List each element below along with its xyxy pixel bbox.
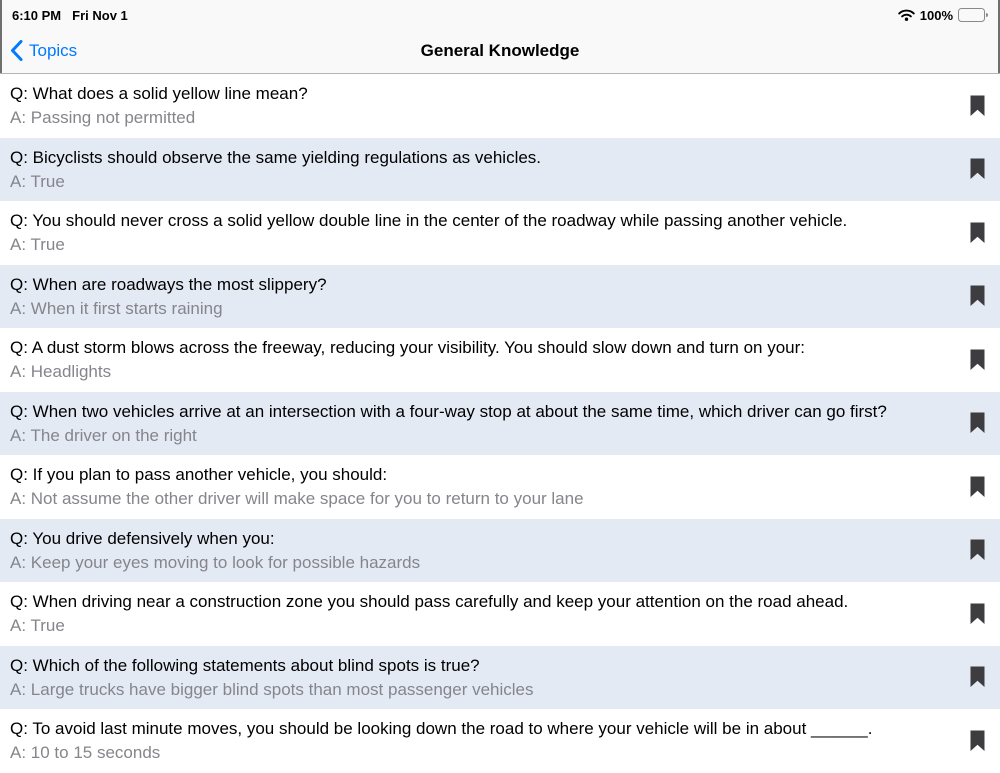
bookmark-button[interactable] — [970, 95, 985, 116]
question-answer-block — [10, 464, 584, 509]
bookmark-icon — [970, 95, 985, 116]
bookmark-icon — [970, 603, 985, 624]
question-text: Q: Which of the following statements about blind spots is true? — [10, 655, 480, 675]
question-answer-block — [10, 718, 872, 763]
question-text: Q: What does a solid yellow line mean? — [10, 84, 308, 104]
answer-text: A: Large trucks have bigger blind spots than most passenger vehicles — [10, 679, 534, 699]
answer-text: A: True — [10, 235, 65, 255]
battery-percent: 100% — [919, 7, 953, 23]
status-left — [12, 8, 128, 23]
question-row[interactable] — [0, 74, 1000, 138]
bookmark-button[interactable] — [970, 286, 985, 307]
back-button[interactable] — [10, 40, 77, 61]
bookmark-icon — [970, 730, 985, 751]
back-button-label: Topics — [29, 40, 78, 60]
bookmark-icon — [970, 540, 985, 561]
question-text: Q: When are roadways the most slippery? — [10, 274, 327, 294]
question-row[interactable] — [0, 392, 1000, 456]
answer-text: A: True — [10, 171, 65, 191]
bookmark-icon — [970, 159, 985, 180]
question-text: Q: A dust storm blows across the freeway, reducing your visibility. You should slow down and turn on your: — [10, 338, 805, 358]
bookmark-icon — [970, 476, 985, 497]
battery-icon — [958, 8, 988, 22]
answer-text: A: Keep your eyes moving to look for possible hazards — [10, 552, 421, 572]
bookmark-icon — [970, 667, 985, 688]
bookmark-button[interactable] — [970, 349, 985, 370]
question-row[interactable] — [0, 519, 1000, 583]
question-text: Q: When driving near a construction zone you should pass carefully and keep your attention on the road ahead. — [10, 592, 849, 612]
answer-text: A: The driver on the right — [10, 425, 197, 445]
status-right — [898, 8, 988, 23]
question-answer-block — [10, 337, 805, 382]
question-list — [0, 74, 1000, 763]
bookmark-icon — [970, 222, 985, 243]
question-answer-block — [10, 210, 847, 255]
question-answer-block — [10, 83, 308, 128]
bookmark-icon — [970, 349, 985, 370]
clock-time: 6:10 PM — [12, 7, 62, 23]
bookmark-button[interactable] — [970, 603, 985, 624]
answer-text: A: When it first starts raining — [10, 298, 223, 318]
top-chrome — [0, 0, 1000, 74]
question-text: Q: You should never cross a solid yellow double line in the center of the roadway while passing another vehicle. — [10, 211, 848, 231]
question-text: Q: If you plan to pass another vehicle, you should: — [10, 465, 388, 485]
question-row[interactable] — [0, 265, 1000, 329]
bookmark-button[interactable] — [970, 222, 985, 243]
wifi-icon — [898, 9, 915, 21]
question-row[interactable] — [0, 328, 1000, 392]
question-text: Q: Bicyclists should observe the same yielding regulations as vehicles. — [10, 147, 542, 167]
bookmark-button[interactable] — [970, 540, 985, 561]
question-row[interactable] — [0, 646, 1000, 710]
question-answer-block — [10, 274, 327, 319]
question-answer-block — [10, 147, 541, 192]
answer-text: A: Headlights — [10, 362, 112, 382]
question-text: Q: You drive defensively when you: — [10, 528, 275, 548]
question-answer-block — [10, 655, 534, 700]
question-row[interactable] — [0, 709, 1000, 773]
bookmark-icon — [970, 413, 985, 434]
answer-text: A: True — [10, 616, 65, 636]
bookmark-button[interactable] — [970, 730, 985, 751]
question-answer-block — [10, 528, 420, 573]
nav-bar — [0, 28, 1000, 74]
bookmark-button[interactable] — [970, 667, 985, 688]
question-answer-block — [10, 591, 848, 636]
bookmark-button[interactable] — [970, 476, 985, 497]
answer-text: A: Not assume the other driver will make space for you to return to your lane — [10, 489, 584, 509]
bookmark-icon — [970, 286, 985, 307]
answer-text: A: Passing not permitted — [10, 108, 196, 128]
battery-body — [958, 8, 985, 22]
bookmark-button[interactable] — [970, 159, 985, 180]
battery-cap — [986, 13, 988, 17]
question-row[interactable] — [0, 201, 1000, 265]
question-text: Q: To avoid last minute moves, you should be looking down the road to where your vehicle will be in about ______. — [10, 719, 873, 739]
question-row[interactable] — [0, 455, 1000, 519]
page-title: General Knowledge — [420, 40, 580, 60]
question-answer-block — [10, 401, 887, 446]
question-row[interactable] — [0, 138, 1000, 202]
answer-text: A: 10 to 15 seconds — [10, 743, 161, 763]
bookmark-button[interactable] — [970, 413, 985, 434]
question-text: Q: When two vehicles arrive at an intersection with a four-way stop at about the same time, which driver can go first? — [10, 401, 887, 421]
chevron-left-icon — [10, 40, 23, 61]
question-row[interactable] — [0, 582, 1000, 646]
status-bar — [0, 0, 1000, 28]
clock-date: Fri Nov 1 — [72, 7, 128, 23]
